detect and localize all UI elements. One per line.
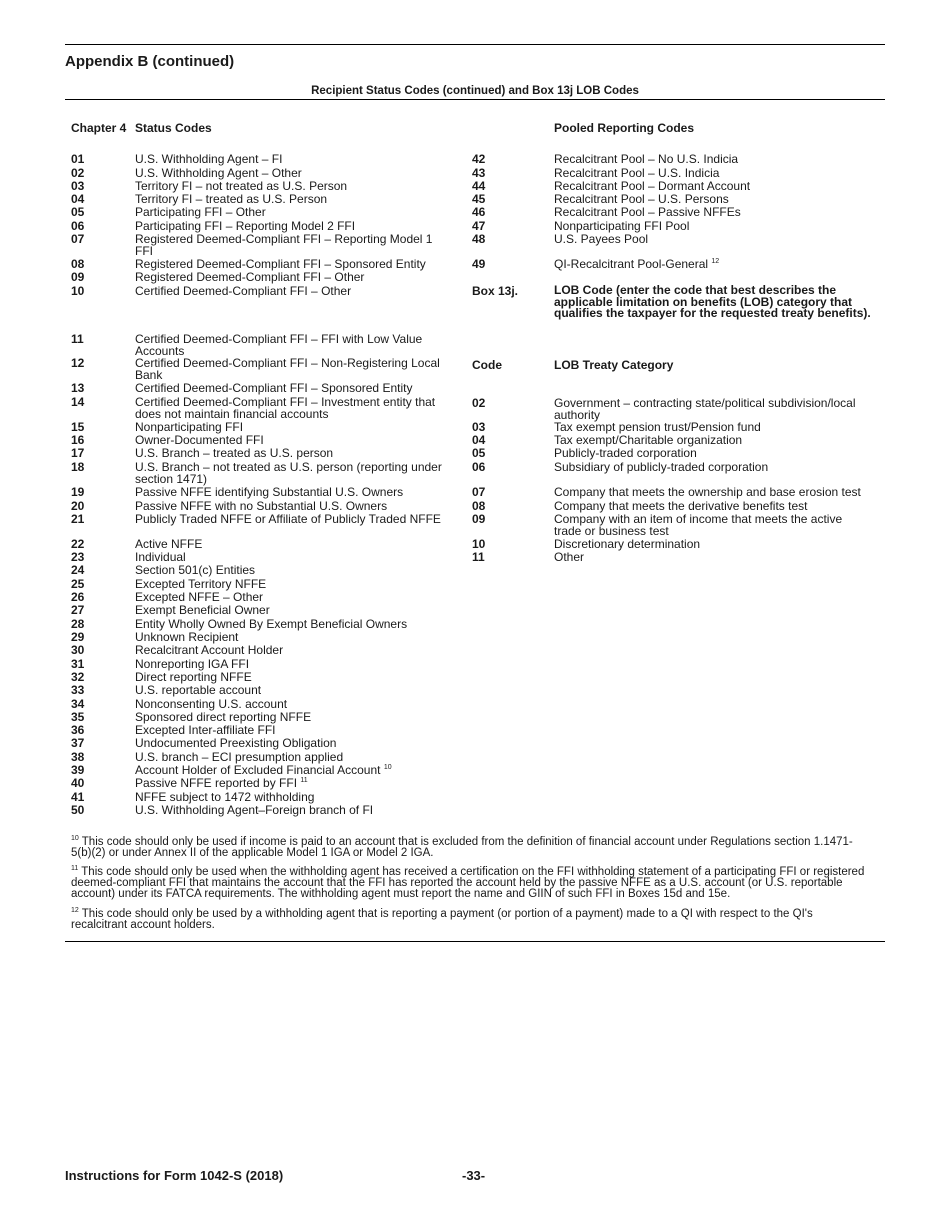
status-desc-28: Entity Wholly Owned By Exempt Beneficial Owners	[135, 617, 408, 631]
status-code-22: 22	[71, 537, 85, 551]
pooled-desc-43: Recalcitrant Pool – U.S. Indicia	[554, 166, 720, 180]
status-code-08: 08	[71, 257, 85, 271]
status-code-05: 05	[71, 205, 85, 219]
status-desc-27: Exempt Beneficial Owner	[135, 603, 270, 617]
status-code-26: 26	[71, 590, 85, 604]
pooled-desc-48: U.S. Payees Pool	[554, 232, 649, 246]
status-code-28: 28	[71, 617, 85, 631]
status-desc-17: U.S. Branch – treated as U.S. person	[135, 446, 334, 460]
status-desc-08: Registered Deemed-Compliant FFI – Sponsored Entity	[135, 257, 426, 271]
status-desc-06: Participating FFI – Reporting Model 2 FFI	[135, 219, 356, 233]
lob-code-04: 04	[472, 433, 486, 447]
pooled-desc-45: Recalcitrant Pool – U.S. Persons	[554, 192, 729, 206]
lob-desc-05: Publicly-traded corporation	[554, 446, 697, 460]
status-desc-14: Certified Deemed-Compliant FFI – Investment entity that does not maintain financial accounts	[135, 395, 436, 421]
status-desc-10: Certified Deemed-Compliant FFI – Other	[135, 284, 352, 298]
status-desc-23: Individual	[135, 550, 186, 564]
lob-heading-code: Code	[472, 358, 502, 372]
status-desc-37: Undocumented Preexisting Obligation	[135, 736, 337, 750]
status-code-39: 39	[71, 763, 85, 777]
status-code-18: 18	[71, 460, 85, 474]
status-desc-40: Passive NFFE reported by FFI $^{11}$	[135, 776, 308, 790]
status-code-20: 20	[71, 499, 85, 513]
status-desc-24: Section 501(c) Entities	[135, 563, 256, 577]
status-code-23: 23	[71, 550, 85, 564]
status-desc-04: Territory FI – treated as U.S. Person	[135, 192, 328, 206]
status-desc-35: Sponsored direct reporting NFFE	[135, 710, 312, 724]
footnote-bottom-rule	[65, 941, 885, 942]
status-code-04: 04	[71, 192, 85, 206]
pooled-code-49: 49	[472, 257, 486, 271]
footnote-10: $^{10}$ This code should only be used if income is paid to an account that is excluded from the definition of financial account under Regulations section 1.1471-5(b)(2) or under Annex II of the applicable Model 1 IGA or Model 2 IGA.	[71, 835, 853, 859]
status-desc-15: Nonparticipating FFI	[135, 420, 244, 434]
lob-code-05: 05	[472, 446, 486, 460]
lob-code-09: 09	[472, 512, 486, 526]
status-desc-39: Account Holder of Excluded Financial Account $^{10}$	[135, 763, 392, 777]
page-title: Appendix B (continued)	[65, 53, 235, 70]
lob-code-07: 07	[472, 485, 486, 499]
page-number: -33-	[462, 1168, 486, 1183]
status-code-40: 40	[71, 776, 85, 790]
status-desc-30: Recalcitrant Account Holder	[135, 643, 284, 657]
status-desc-50: U.S. Withholding Agent–Foreign branch of FI	[135, 803, 374, 817]
status-desc-31: Nonreporting IGA FFI	[135, 657, 250, 671]
status-desc-11: Certified Deemed-Compliant FFI – FFI with Low Value Accounts	[135, 332, 423, 358]
status-code-07: 07	[71, 232, 85, 246]
footnote-number: 11	[71, 865, 79, 873]
status-code-35: 35	[71, 710, 85, 724]
lob-code-02: 02	[472, 396, 486, 410]
status-desc-01: U.S. Withholding Agent – FI	[135, 152, 283, 166]
pooled-desc-49: QI-Recalcitrant Pool-General $^{12}$	[554, 257, 720, 271]
status-code-10: 10	[71, 284, 85, 298]
status-code-29: 29	[71, 630, 85, 644]
status-desc-07: Registered Deemed-Compliant FFI – Reporting Model 1 FFI	[135, 232, 433, 258]
status-desc-21: Publicly Traded NFFE or Affiliate of Publicly Traded NFFE	[135, 512, 441, 526]
status-code-09: 09	[71, 270, 85, 284]
status-code-50: 50	[71, 803, 85, 817]
pooled-code-45: 45	[472, 192, 486, 206]
lob-code-10: 10	[472, 537, 486, 551]
lob-code-06: 06	[472, 460, 486, 474]
status-code-25: 25	[71, 577, 85, 591]
footnote-ref: 11	[300, 777, 308, 784]
lob-desc-07: Company that meets the ownership and base erosion test	[554, 485, 861, 499]
status-code-41: 41	[71, 790, 85, 804]
footnote-11: $^{11}$ This code should only be used when the withholding agent has received a certification on the FFI withholding statement of a participating FFI or registered deemed-compliant FFI that maintains the account that the FFI has reported the account held by the passive NFFE as a U.S. account (or U.S. reportable account) under its FATCA requirements. The withholding agent must report the name and GIIN of such FFI in Boxes 15d and 15e.	[71, 865, 865, 900]
pooled-code-48: 48	[472, 232, 486, 246]
footer-form-name: Instructions for Form 1042-S (2018)	[65, 1168, 284, 1183]
lob-desc-03: Tax exempt pension trust/Pension fund	[554, 420, 761, 434]
status-code-32: 32	[71, 670, 85, 684]
chapter4-heading-code: Chapter 4	[71, 121, 127, 135]
status-desc-19: Passive NFFE identifying Substantial U.S. Owners	[135, 485, 404, 499]
status-desc-33: U.S. reportable account	[135, 683, 262, 697]
status-code-15: 15	[71, 420, 85, 434]
status-desc-25: Excepted Territory NFFE	[135, 577, 267, 591]
status-code-16: 16	[71, 433, 85, 447]
lob-desc-10: Discretionary determination	[554, 537, 701, 551]
status-code-33: 33	[71, 683, 85, 697]
lob-desc-06: Subsidiary of publicly-traded corporation	[554, 460, 769, 474]
status-desc-18: U.S. Branch – not treated as U.S. person (reporting under section 1471)	[135, 460, 442, 486]
status-code-27: 27	[71, 603, 85, 617]
lob-code-11: 11	[472, 550, 485, 564]
status-desc-22: Active NFFE	[135, 537, 203, 551]
status-code-11: 11	[71, 332, 84, 346]
status-desc-29: Unknown Recipient	[135, 630, 239, 644]
pooled-code-42: 42	[472, 152, 486, 166]
lob-desc-04: Tax exempt/Charitable organization	[554, 433, 743, 447]
header-rule	[65, 99, 885, 100]
status-code-31: 31	[71, 657, 85, 671]
status-code-06: 06	[71, 219, 85, 233]
status-code-21: 21	[71, 512, 85, 526]
footnote-12: $^{12}$ This code should only be used by a withholding agent that is reporting a payment (or portion of a payment) made to a QI with respect to the QI's recalcitrant account holders.	[71, 907, 813, 931]
page-subtitle: Recipient Status Codes (continued) and Box 13j LOB Codes	[311, 85, 639, 97]
lob-desc-08: Company that meets the derivative benefits test	[554, 499, 808, 513]
footnote-ref: 12	[711, 258, 720, 265]
top-rule	[65, 44, 885, 45]
footnote-ref: 10	[383, 764, 392, 771]
status-desc-41: NFFE subject to 1472 withholding	[135, 790, 315, 804]
status-code-12: 12	[71, 356, 85, 370]
pooled-desc-44: Recalcitrant Pool – Dormant Account	[554, 179, 751, 193]
status-desc-09: Registered Deemed-Compliant FFI – Other	[135, 270, 365, 284]
pooled-heading: Pooled Reporting Codes	[554, 121, 695, 135]
footnote-number: 10	[71, 835, 79, 843]
status-code-17: 17	[71, 446, 85, 460]
chapter4-heading-desc: Status Codes	[135, 121, 212, 135]
lob-desc-11: Other	[554, 550, 585, 564]
status-desc-34: Nonconsenting U.S. account	[135, 697, 288, 711]
status-desc-38: U.S. branch – ECI presumption applied	[135, 750, 344, 764]
status-code-14: 14	[71, 395, 85, 409]
status-code-24: 24	[71, 563, 85, 577]
status-desc-03: Territory FI – not treated as U.S. Person	[135, 179, 348, 193]
lob-code-03: 03	[472, 420, 486, 434]
status-desc-26: Excepted NFFE – Other	[135, 590, 264, 604]
lob-desc-09: Company with an item of income that meets the active trade or business test	[554, 512, 843, 538]
pooled-desc-42: Recalcitrant Pool – No U.S. Indicia	[554, 152, 739, 166]
status-desc-16: Owner-Documented FFI	[135, 433, 264, 447]
status-desc-12: Certified Deemed-Compliant FFI – Non-Registering Local Bank	[135, 356, 440, 382]
lob-code-08: 08	[472, 499, 486, 513]
pooled-code-43: 43	[472, 166, 486, 180]
status-desc-32: Direct reporting NFFE	[135, 670, 252, 684]
status-code-34: 34	[71, 697, 85, 711]
status-code-38: 38	[71, 750, 85, 764]
status-desc-36: Excepted Inter-affiliate FFI	[135, 723, 276, 737]
pooled-desc-46: Recalcitrant Pool – Passive NFFEs	[554, 205, 741, 219]
status-desc-02: U.S. Withholding Agent – Other	[135, 166, 302, 180]
lob-heading-desc: LOB Treaty Category	[554, 358, 674, 372]
status-code-36: 36	[71, 723, 85, 737]
box13j-text: LOB Code (enter the code that best describes the applicable limitation on benefits (LOB) category that qualifies the taxpayer for the requested treaty benefits).	[554, 283, 871, 321]
status-code-19: 19	[71, 485, 85, 499]
status-desc-05: Participating FFI – Other	[135, 205, 266, 219]
footnote-number: 12	[71, 907, 79, 915]
pooled-desc-47: Nonparticipating FFI Pool	[554, 219, 690, 233]
box13j-label: Box 13j.	[472, 284, 519, 298]
lob-desc-02: Government – contracting state/political subdivision/local authority	[554, 396, 856, 422]
status-code-02: 02	[71, 166, 85, 180]
pooled-code-46: 46	[472, 205, 486, 219]
status-code-03: 03	[71, 179, 85, 193]
pooled-code-44: 44	[472, 179, 486, 193]
status-code-01: 01	[71, 152, 85, 166]
status-code-37: 37	[71, 736, 85, 750]
status-desc-20: Passive NFFE with no Substantial U.S. Owners	[135, 499, 388, 513]
status-desc-13: Certified Deemed-Compliant FFI – Sponsored Entity	[135, 381, 413, 395]
pooled-code-47: 47	[472, 219, 486, 233]
status-code-13: 13	[71, 381, 85, 395]
status-code-30: 30	[71, 643, 85, 657]
